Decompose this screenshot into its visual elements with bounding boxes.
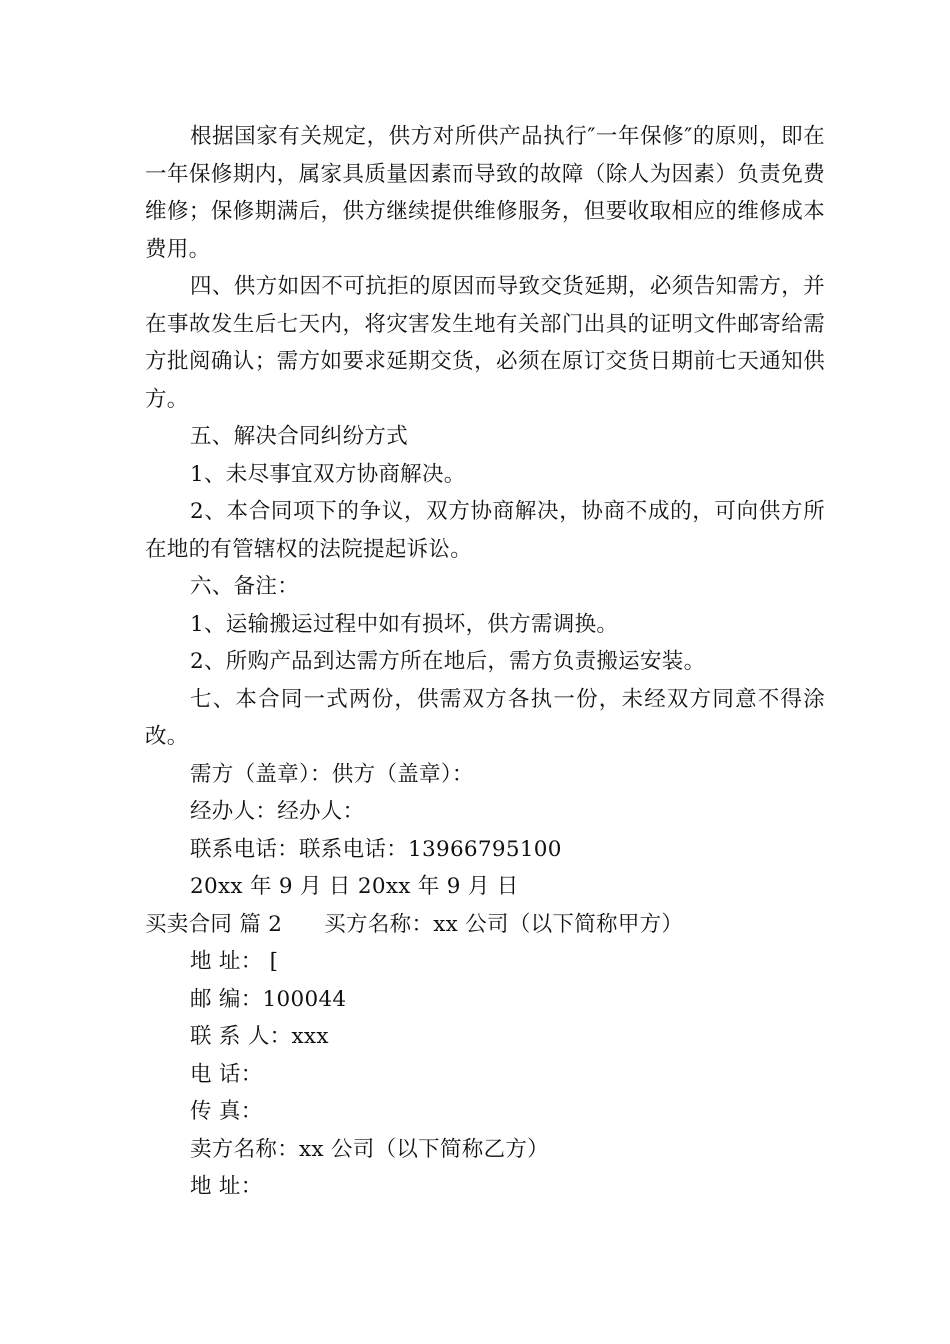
dispute-item-2: 2、本合同项下的争议，双方协商解决，协商不成的，可向供方所在地的有管辖权的法院提起诉讼。 bbox=[145, 499, 825, 562]
buyer-name-field: 买方名称：xx 公司（以下简称甲方） bbox=[324, 911, 684, 937]
agent-line: 经办人：经办人： bbox=[190, 799, 365, 824]
document-body bbox=[145, 118, 825, 1206]
buyer-phone-field: 电 话： bbox=[190, 1061, 263, 1087]
contract2-title-line bbox=[145, 906, 825, 944]
section-heading-remarks: 六、备注： bbox=[190, 574, 300, 599]
seller-address-field: 地 址： bbox=[190, 1174, 263, 1199]
remarks-item-2: 2、所购产品到达需方所在地后，需方负责搬运安装。 bbox=[190, 649, 706, 674]
buyer-address-field: 地 址： [ bbox=[190, 949, 279, 974]
dispute-item-1: 1、未尽事宜双方协商解决。 bbox=[190, 461, 466, 487]
remarks-item-1: 1、运输搬运过程中如有损坏，供方需调换。 bbox=[190, 611, 619, 637]
buyer-postcode-field: 邮 编：100044 bbox=[190, 986, 347, 1012]
contract2-heading: 买卖合同 篇 2 bbox=[145, 911, 283, 937]
copies-clause-paragraph: 七、本合同一式两份，供需双方各执一份，未经双方同意不得涂改。 bbox=[145, 686, 825, 749]
delay-clause-paragraph: 四、供方如因不可抗拒的原因而导致交货延期，必须告知需方，并在事故发生后七天内，将灾害发生地有关部门出具的证明文件邮寄给需方批阅确认；需方如要求延期交货，必须在原订交货日期前七天通知供方。 bbox=[145, 274, 825, 412]
buyer-contact-field: 联 系 人：xxx bbox=[190, 1024, 329, 1049]
date-line: 20xx 年 9 月 日 20xx 年 9 月 日 bbox=[190, 874, 519, 899]
seal-line: 需方（盖章）：供方（盖章）： bbox=[190, 761, 474, 787]
buyer-fax-field: 传 真： bbox=[190, 1099, 263, 1124]
warranty-paragraph: 根据国家有关规定，供方对所供产品执行″一年保修″的原则，即在一年保修期内，属家具质量因素而导致的故障（除人为因素）负责免费维修；保修期满后，供方继续提供维修服务，但要收取相应的维修成本费用。 bbox=[145, 124, 825, 262]
seller-name-field: 卖方名称：xx 公司（以下简称乙方） bbox=[190, 1136, 549, 1162]
phone-line: 联系电话：联系电话：13966795100 bbox=[190, 836, 562, 862]
section-heading-dispute: 五、解决合同纠纷方式 bbox=[190, 424, 409, 449]
